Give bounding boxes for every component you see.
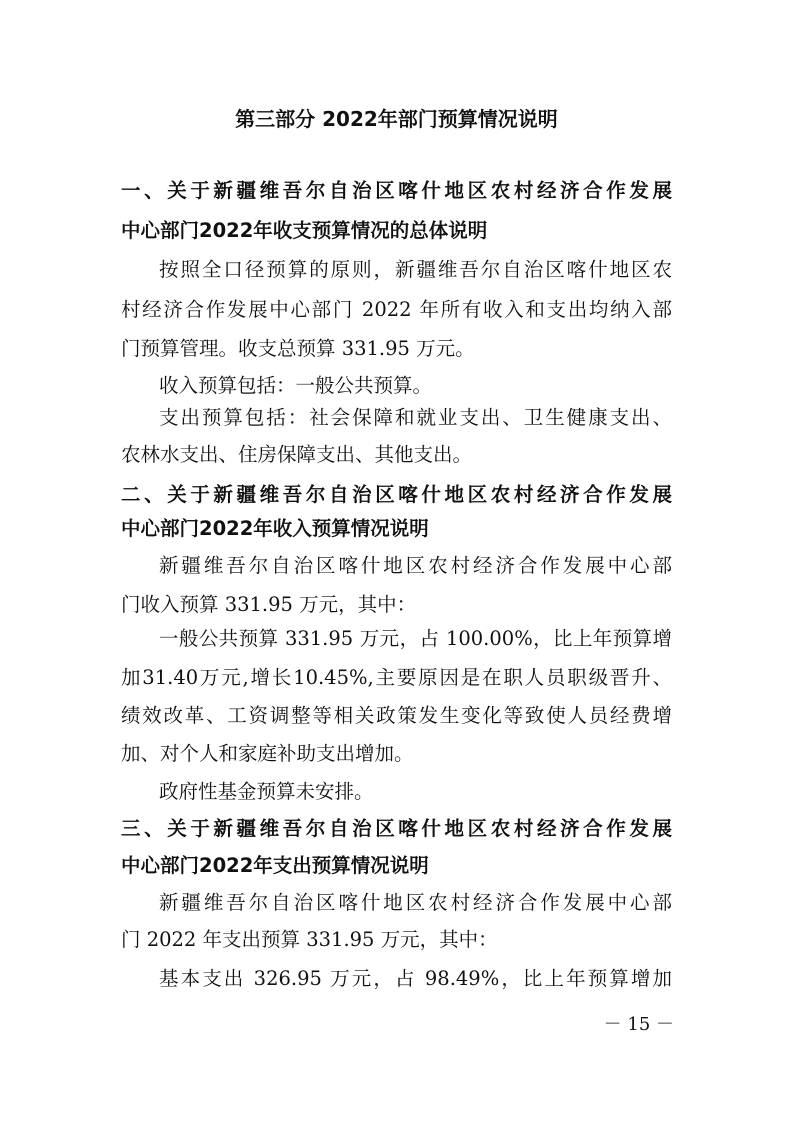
paragraph-line: 基本支出 326.95 万元，占 98.49%，比上年预算增加 xyxy=(159,967,672,990)
paragraph-line: 门预算管理。收支总预算 331.95 万元。 xyxy=(121,337,475,360)
section-3-heading-line-2: 中心部门2022年支出预算情况说明 xyxy=(121,854,429,877)
section-1-heading-line-1: 一、关于新疆维吾尔自治区喀什地区农村经济合作发展 xyxy=(121,179,672,202)
paragraph-line: 支出预算包括：社会保障和就业支出、卫生健康支出、 xyxy=(159,406,672,429)
page-title: 第三部分 2022年部门预算情况说明 xyxy=(235,107,558,131)
section-1-heading-line-2: 中心部门2022年收支预算情况的总体说明 xyxy=(121,219,488,242)
section-2-heading-line-2: 中心部门2022年收入预算情况说明 xyxy=(121,517,429,540)
paragraph-line: 村经济合作发展中心部门 2022 年所有收入和支出均纳入部 xyxy=(121,298,672,321)
paragraph-line: 新疆维吾尔自治区喀什地区农村经济合作发展中心部 xyxy=(159,891,672,914)
paragraph-line: 加31.40万元,增长10.45%,主要原因是在职人员职级晋升、 xyxy=(121,666,672,689)
page-number: － 15 － xyxy=(603,1014,674,1035)
paragraph-line: 门 2022 年支出预算 331.95 万元，其中： xyxy=(121,928,498,951)
paragraph-line: 加、对个人和家庭补助支出增加。 xyxy=(121,742,414,765)
paragraph-line: 政府性基金预算未安排。 xyxy=(159,780,374,803)
paragraph-line: 绩效改革、工资调整等相关政策发生变化等致使人员经费增 xyxy=(121,704,672,727)
paragraph-line: 新疆维吾尔自治区喀什地区农村经济合作发展中心部 xyxy=(159,554,672,577)
paragraph-line: 农林水支出、住房保障支出、其他支出。 xyxy=(121,443,473,466)
section-3-heading-line-1: 三、关于新疆维吾尔自治区喀什地区农村经济合作发展 xyxy=(121,817,672,840)
paragraph-line: 门收入预算 331.95 万元，其中： xyxy=(121,593,417,616)
paragraph-line: 一般公共预算 331.95 万元，占 100.00%，比上年预算增 xyxy=(159,627,672,650)
paragraph-line: 收入预算包括：一般公共预算。 xyxy=(159,374,433,397)
paragraph-line: 按照全口径预算的原则，新疆维吾尔自治区喀什地区农 xyxy=(159,258,672,281)
section-2-heading-line-1: 二、关于新疆维吾尔自治区喀什地区农村经济合作发展 xyxy=(121,483,672,506)
